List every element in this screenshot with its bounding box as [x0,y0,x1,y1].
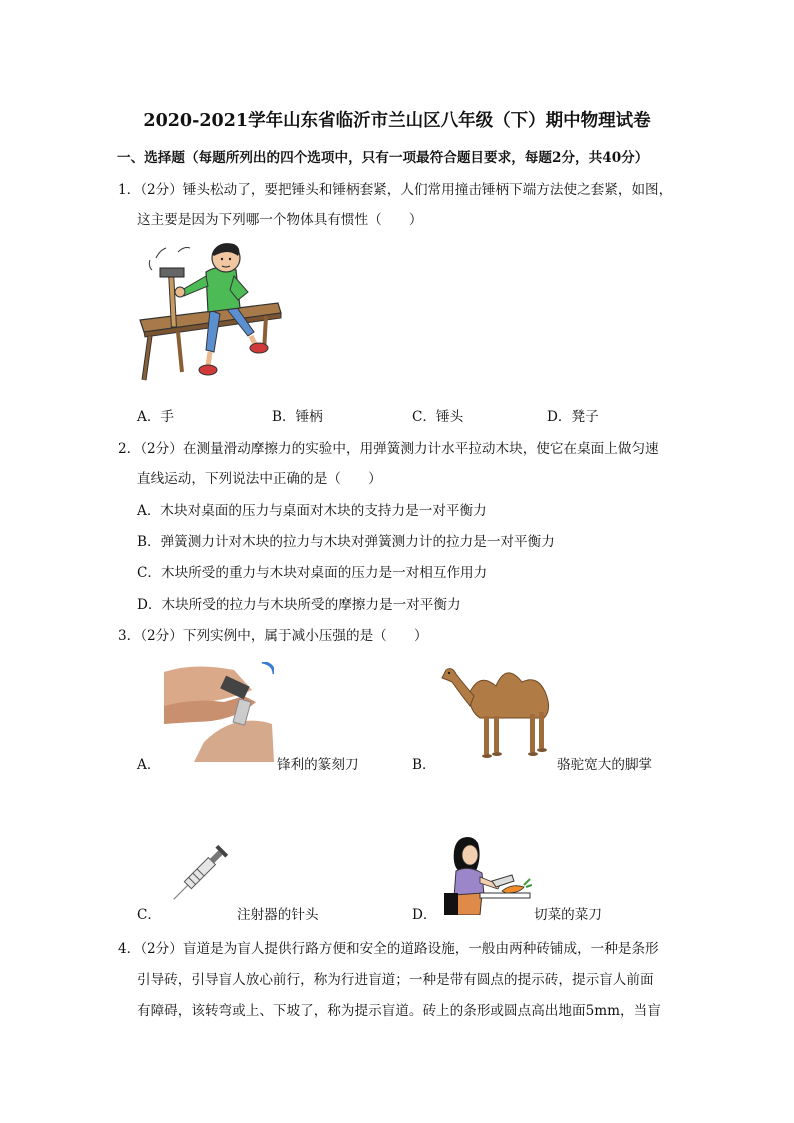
question-2-line-2: 直线运动，下列说法中正确的是（ ） [137,471,382,487]
question-3-option-d-letter: D． [412,907,437,923]
question-1-option-c: C．锤头 [412,409,464,425]
question-3-option-a-caption: 锋利的篆刻刀 [277,757,359,773]
woman-cutting-vegetables-illustration [440,835,532,915]
question-3-option-c-letter: C． [137,907,161,923]
question-1-line-2: 这主要是因为下列哪一个物体具有惯性（ ） [137,212,423,228]
section-heading: 一、选择题（每题所列出的四个选项中，只有一项最符合题目要求，每题2分，共40分） [117,150,649,166]
question-4-line-1: 4．（2分）盲道是为盲人提供行路方便和安全的道路设施，一般由两种砖铺成，一种是条形 [118,941,659,957]
question-2-option-b: B．弹簧测力计对木块的拉力与木块对弹簧测力计的拉力是一对平衡力 [137,534,555,550]
question-4-line-2: 引导砖，引导盲人放心前行，称为行进盲道；一种是带有圆点的提示砖，提示盲人前面 [137,972,654,988]
page-title: 2020-2021学年山东省临沂市兰山区八年级（下）期中物理试卷 [143,111,651,131]
question-3-option-c-caption: 注射器的针头 [237,907,319,923]
camel-photo [440,652,555,762]
hammer-bench-illustration [138,240,283,385]
question-2-option-a: A．木块对桌面的压力与桌面对木块的支持力是一对平衡力 [137,503,487,519]
question-3-option-b-letter: B． [412,757,436,773]
question-2-option-d: D．木块所受的拉力与木块所受的摩擦力是一对平衡力 [137,597,461,613]
syringe-image [168,838,236,904]
question-3-option-a-letter: A． [137,757,161,773]
question-2-option-c: C．木块所受的重力与木块对桌面的压力是一对相互作用力 [137,565,488,581]
question-3-option-d-caption: 切菜的菜刀 [534,907,602,923]
question-1-line-1: 1．（2分）锤头松动了，要把锤头和锤柄套紧，人们常用撞击锤柄下端方法使之套紧，如图， [118,182,673,198]
question-1-option-a: A．手 [137,409,175,425]
question-3-line-1: 3．（2分）下列实例中，属于减小压强的是（ ） [118,628,428,644]
carving-knife-photo [164,662,274,762]
question-1-option-b: B．锤柄 [272,409,323,425]
question-1-option-d: D．凳子 [547,409,599,425]
question-3-option-b-caption: 骆驼宽大的脚掌 [557,757,653,773]
question-2-line-1: 2．（2分）在测量滑动摩擦力的实验中，用弹簧测力计水平拉动木块，使它在桌面上做匀速 [118,441,659,457]
question-4-line-3: 有障碍，该转弯或上、下坡了，称为提示盲道。砖上的条形或圆点高出地面5mm，当盲 [137,1003,661,1019]
